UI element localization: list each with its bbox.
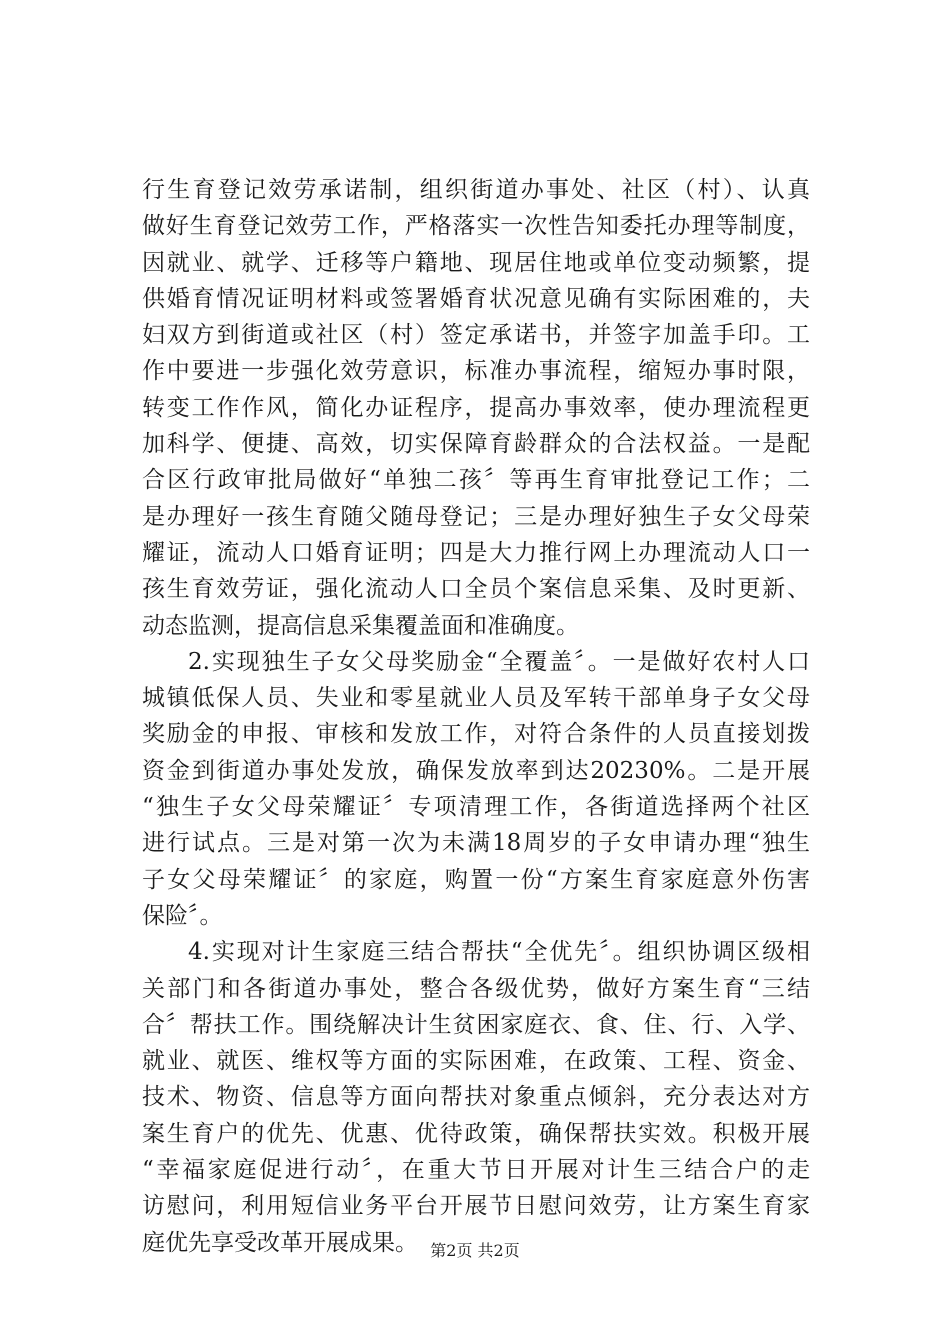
text-line: 耀证，流动人口婚育证明；四是大力推行网上办理流动人口一 bbox=[142, 539, 810, 566]
paragraph-4 bbox=[142, 934, 810, 1261]
text-line: 妇双方到街道或社区（村）签定承诺书，并签字加盖手印。工 bbox=[142, 322, 810, 349]
text-line: 子女父母荣耀证〞的家庭，购置一份“方案生育家庭意外伤害 bbox=[142, 866, 810, 893]
text-line: 2.实现独生子女父母奖励金“全覆盖〞。一是做好农村人口 bbox=[188, 648, 810, 675]
text-line: 关部门和各街道办事处，整合各级优势，做好方案生育“三结 bbox=[142, 975, 810, 1002]
text-line: 转变工作作风，简化办证程序，提高办事效率，使办理流程更 bbox=[142, 394, 810, 421]
text-line: 供婚育情况证明材料或签署婚育状况意见确有实际困难的，夫 bbox=[142, 285, 810, 312]
text-line: 保险〞。 bbox=[142, 902, 223, 929]
text-line: 行生育登记效劳承诺制，组织街道办事处、社区（村）、认真 bbox=[142, 177, 810, 203]
text-line: 进行试点。三是对第一次为未满18周岁的子女申请办理“独生 bbox=[142, 830, 810, 857]
text-line: 孩生育效劳证，强化流动人口全员个案信息采集、及时更新、 bbox=[142, 576, 810, 603]
paragraph-continued bbox=[142, 172, 810, 644]
text-line: 合区行政审批局做好“单独二孩〞等再生育审批登记工作；二 bbox=[142, 467, 810, 494]
text-line: 因就业、就学、迁移等户籍地、现居住地或单位变动频繁，提 bbox=[142, 249, 810, 276]
text-line: 动态监测，提高信息采集覆盖面和准确度。 bbox=[142, 612, 579, 639]
text-line: 合〞帮扶工作。围绕解决计生贫困家庭衣、食、住、行、入学、 bbox=[142, 1011, 810, 1038]
paragraph-2 bbox=[142, 644, 810, 934]
text-line: “幸福家庭促进行动〞，在重大节日开展对计生三结合户的走 bbox=[142, 1157, 810, 1184]
text-line: 做好生育登记效劳工作，严格落实一次性告知委托办理等制度， bbox=[142, 213, 810, 240]
text-line: 作中要进一步强化效劳意识，标准办事流程，缩短办事时限， bbox=[142, 358, 810, 385]
document-body bbox=[142, 172, 810, 1261]
text-line: 加科学、便捷、高效，切实保障育龄群众的合法权益。一是配 bbox=[142, 431, 810, 458]
text-line: 是办理好一孩生育随父随母登记；三是办理好独生子女父母荣 bbox=[142, 503, 810, 530]
text-line: 奖励金的申报、审核和发放工作，对符合条件的人员直接划拨 bbox=[142, 721, 810, 748]
text-line: 技术、物资、信息等方面向帮扶对象重点倾斜，充分表达对方 bbox=[142, 1084, 810, 1111]
text-line: 资金到街道办事处发放，确保发放率到达20230%。二是开展 bbox=[142, 757, 810, 784]
text-line: 4.实现对计生家庭三结合帮扶“全优先〞。组织协调区级相 bbox=[188, 939, 810, 966]
page-number-footer: 第2页 共2页 bbox=[430, 1241, 520, 1260]
text-line: 案生育户的优先、优惠、优待政策，确保帮扶实效。积极开展 bbox=[142, 1120, 810, 1147]
text-line: 庭优先享受改革开展成果。 bbox=[142, 1229, 418, 1256]
text-line: 访慰问，利用短信业务平台开展节日慰问效劳，让方案生育家 bbox=[142, 1193, 810, 1220]
text-line: 就业、就医、维权等方面的实际困难，在政策、工程、资金、 bbox=[142, 1048, 810, 1075]
text-line: 城镇低保人员、失业和零星就业人员及军转干部单身子女父母 bbox=[142, 685, 810, 712]
text-line: “独生子女父母荣耀证〞专项清理工作，各街道选择两个社区 bbox=[142, 794, 810, 821]
